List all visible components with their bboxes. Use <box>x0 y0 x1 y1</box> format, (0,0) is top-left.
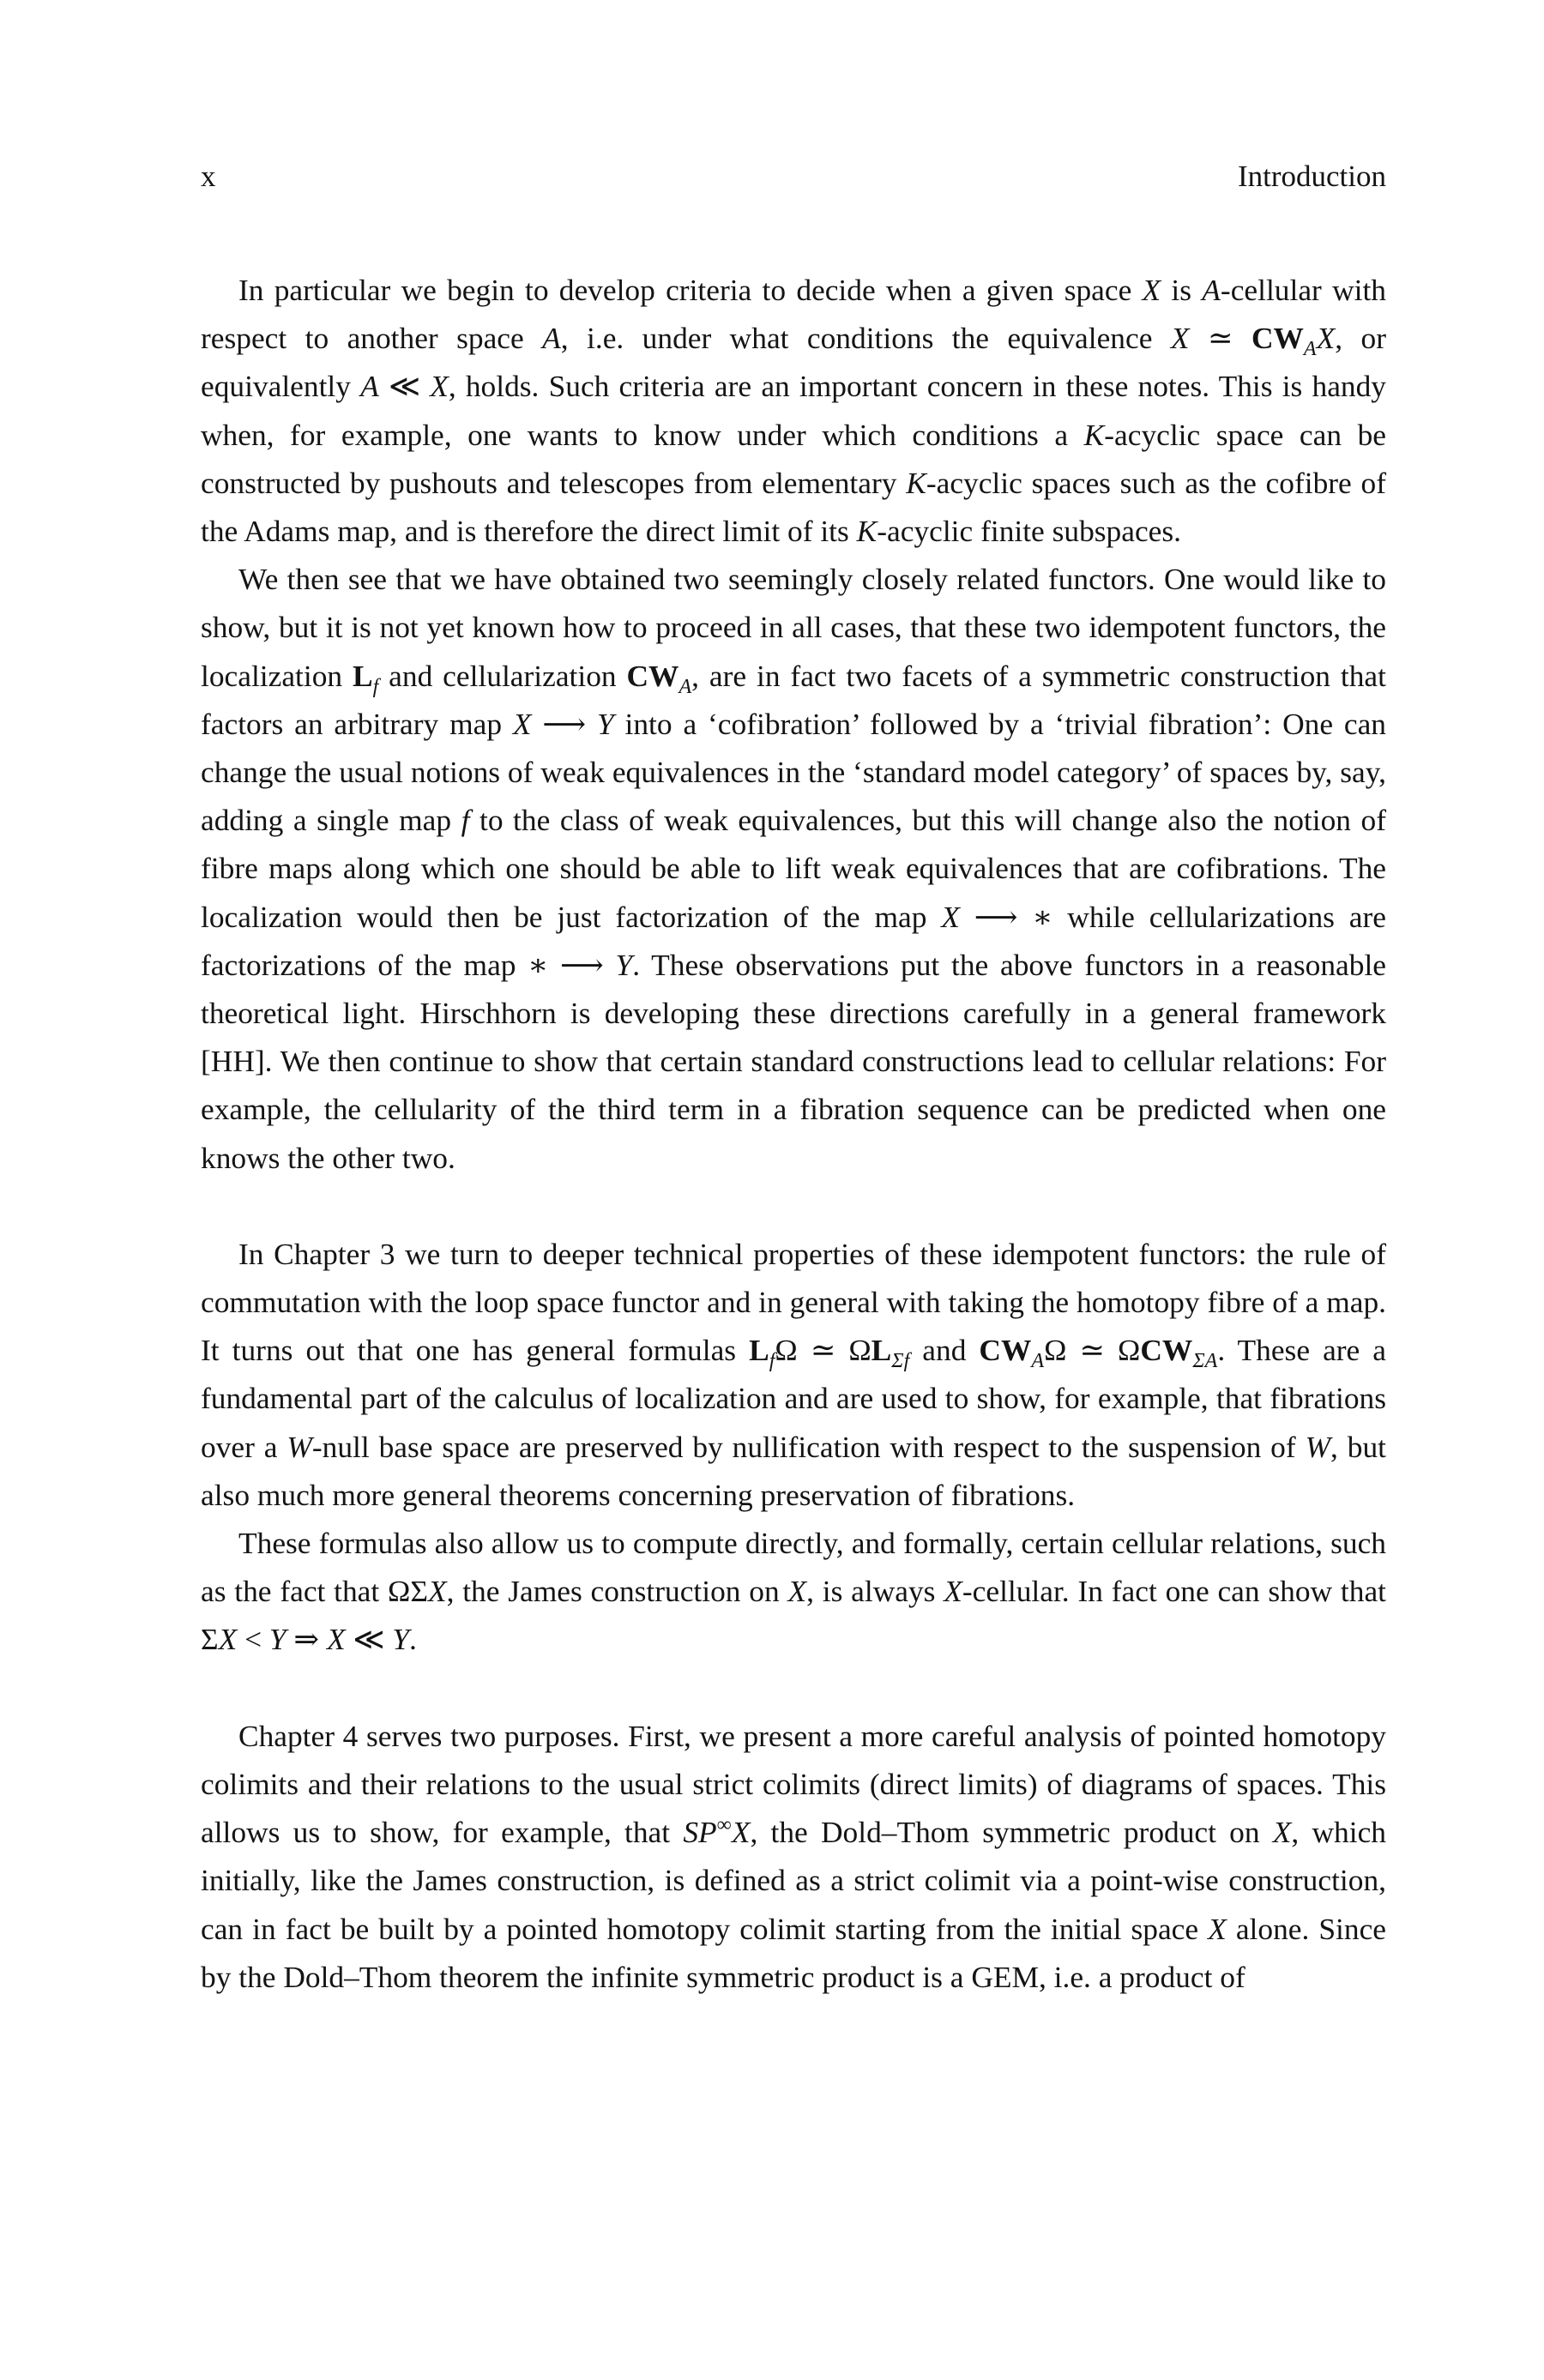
math-symbol: Σf <box>891 1350 910 1373</box>
text-run: In Chapter 3 we turn to deeper technical properties of these idempotent functors: the rule of commutation with the loop space functor and in general with taking the homotopy fibre of a map. It turns out that one has general formulas <box>201 1236 1386 1368</box>
functor-symbol: CW <box>979 1333 1032 1368</box>
math-symbol: Y <box>615 947 633 982</box>
functor-symbol: CW <box>1251 321 1304 356</box>
text-run: Ω ≃ Ω <box>775 1333 872 1368</box>
text-run: -null base space are preserved by nullification with respect to the suspension of <box>311 1429 1306 1464</box>
math-symbol: X <box>512 706 532 741</box>
text-run: . <box>409 1622 417 1657</box>
functor-symbol: CW <box>626 658 679 693</box>
paragraph-formulas <box>201 1519 1386 1664</box>
math-symbol: A <box>360 369 379 404</box>
text-run: and <box>909 1333 980 1368</box>
text-run: ≃ <box>1189 321 1251 356</box>
functor-symbol: L <box>352 658 373 693</box>
text-run: , or equivalently <box>201 321 1386 404</box>
text-run: Chapter 4 serves two purposes. First, we present a more careful analysis of pointed homotopy colimits and their relations to the usual strict colimits (direct limits) of diagrams of spaces. This allows us to show, for example, that <box>201 1718 1386 1850</box>
page-number: x <box>201 160 216 193</box>
text-run: -cellular with respect to another space <box>201 273 1386 356</box>
body-text <box>201 266 1386 2001</box>
math-symbol: X <box>427 1574 447 1609</box>
text-run: . These observations put the above functors in a reasonable theoretical light. Hirschhorn is developing these directions carefully in a general framework [HH]. We then continue to show that certain standard constructions lead to cellular relations: For example, the cellularity of the third term in a fibration sequence can be predicted when one knows the other two. <box>201 947 1386 1175</box>
math-symbol: Y <box>268 1622 286 1657</box>
math-symbol: X <box>1272 1815 1292 1850</box>
text-run: . These are a fundamental part of the calculus of localization and are used to show, for example, that fibrations over a <box>201 1333 1386 1464</box>
math-symbol: A <box>1202 273 1221 307</box>
math-symbol: X <box>944 1574 962 1609</box>
text-run: -acyclic finite subspaces. <box>877 514 1181 549</box>
text-run: , but also much more general theorems concerning preservation of fibrations. <box>201 1429 1387 1512</box>
math-symbol: X <box>1170 321 1190 356</box>
math-symbol: X <box>430 369 449 404</box>
functor-symbol: L <box>871 1333 892 1368</box>
text-run: Ω ≃ Ω <box>1044 1333 1141 1368</box>
math-symbol: X <box>326 1622 346 1657</box>
text-run: We then see that we have obtained two seemingly closely related functors. One would like to show, but it is not yet known how to proceed in all cases, that these two idempotent functors, the localization <box>201 562 1386 693</box>
text-run: alone. Since by the Dold–Thom theorem the infinite symmetric product is a GEM, i.e. a product of <box>201 1911 1387 1994</box>
math-symbol: A <box>1031 1350 1045 1373</box>
running-title: Introduction <box>1237 160 1386 193</box>
math-symbol: f <box>461 803 470 838</box>
math-symbol: X <box>787 1574 807 1609</box>
paragraph-functors <box>201 555 1386 1182</box>
text-run: -cellular. In fact one can show that Σ <box>201 1574 1386 1657</box>
math-symbol: X <box>731 1815 751 1850</box>
math-symbol: A <box>542 321 561 356</box>
math-symbol: K <box>856 514 878 549</box>
text-run: ≪ <box>345 1622 393 1657</box>
text-run: , the James construction on <box>446 1574 788 1609</box>
text-run: < <box>237 1622 269 1657</box>
text-run: -acyclic spaces such as the cofibre of the Adams map, and is therefore the direct limit of its <box>201 465 1386 549</box>
text-run: ⟶ ∗ while cellularizations are factorizations of the map ∗ ⟶ <box>201 899 1387 982</box>
math-symbol: f <box>769 1350 775 1373</box>
math-symbol: X <box>941 899 960 934</box>
functor-symbol: L <box>749 1333 769 1368</box>
text-run: to the class of weak equivalences, but this will change also the notion of fibre maps along which one should be able to lift weak equivalences that are cofibrations. The localization would then be just factorization of the map <box>201 803 1386 934</box>
text-run: , is always <box>806 1574 944 1609</box>
text-run: In particular we begin to develop criteria to decide when a given space <box>238 273 1143 307</box>
text-run: -acyclic space can be constructed by pushouts and telescopes from elementary <box>201 417 1386 500</box>
text-run: is <box>1161 273 1203 307</box>
text-run: and cellularization <box>378 658 627 693</box>
text-run: , which initially, like the James construction, is defined as a strict colimit via a point-wise construction, can in fact be built by a pointed homotopy colimit starting from the initial space <box>201 1815 1386 1946</box>
math-symbol: X <box>1208 1911 1227 1946</box>
text-run: These formulas also allow us to compute directly, and formally, certain cellular relations, such as the fact that ΩΣ <box>201 1526 1386 1609</box>
math-symbol: A <box>679 675 692 698</box>
math-symbol: X <box>1316 321 1336 356</box>
text-run: into a ‘cofibration’ followed by a ‘trivial fibration’: One can change the usual notions of weak equivalences in the ‘standard model category’ of spaces by, say, adding a single map <box>201 706 1386 838</box>
functor-symbol: CW <box>1140 1333 1193 1368</box>
math-symbol: K <box>1083 417 1105 452</box>
math-symbol: f <box>372 675 379 698</box>
paragraph-chapter-4 <box>201 1712 1386 2001</box>
text-run: ⇒ <box>286 1622 327 1657</box>
math-symbol: W <box>286 1429 312 1464</box>
math-symbol: W <box>1305 1429 1331 1464</box>
page-header <box>201 153 1386 201</box>
math-symbol: A <box>1303 338 1317 361</box>
math-symbol: SP <box>683 1815 717 1850</box>
text-run: , i.e. under what conditions the equivalence <box>560 321 1171 356</box>
math-symbol: ΣA <box>1192 1350 1218 1373</box>
text-run: , holds. Such criteria are an important concern in these notes. This is handy when, for example, one wants to know under which conditions a <box>201 369 1386 452</box>
math-symbol: ∞ <box>716 1814 732 1837</box>
math-symbol: K <box>906 465 926 500</box>
math-symbol: X <box>218 1622 238 1657</box>
math-symbol: Y <box>392 1622 409 1657</box>
text-run: ⟶ <box>531 706 597 741</box>
text-run: ≪ <box>378 369 431 404</box>
math-symbol: Y <box>596 706 614 741</box>
text-run: , the Dold–Thom symmetric product on <box>750 1815 1273 1850</box>
paragraph-criteria <box>201 266 1386 555</box>
text-run: , are in fact two facets of a symmetric construction that factors an arbitrary map <box>201 658 1386 741</box>
math-symbol: X <box>1142 273 1161 307</box>
paragraph-chapter-3 <box>201 1230 1386 1519</box>
